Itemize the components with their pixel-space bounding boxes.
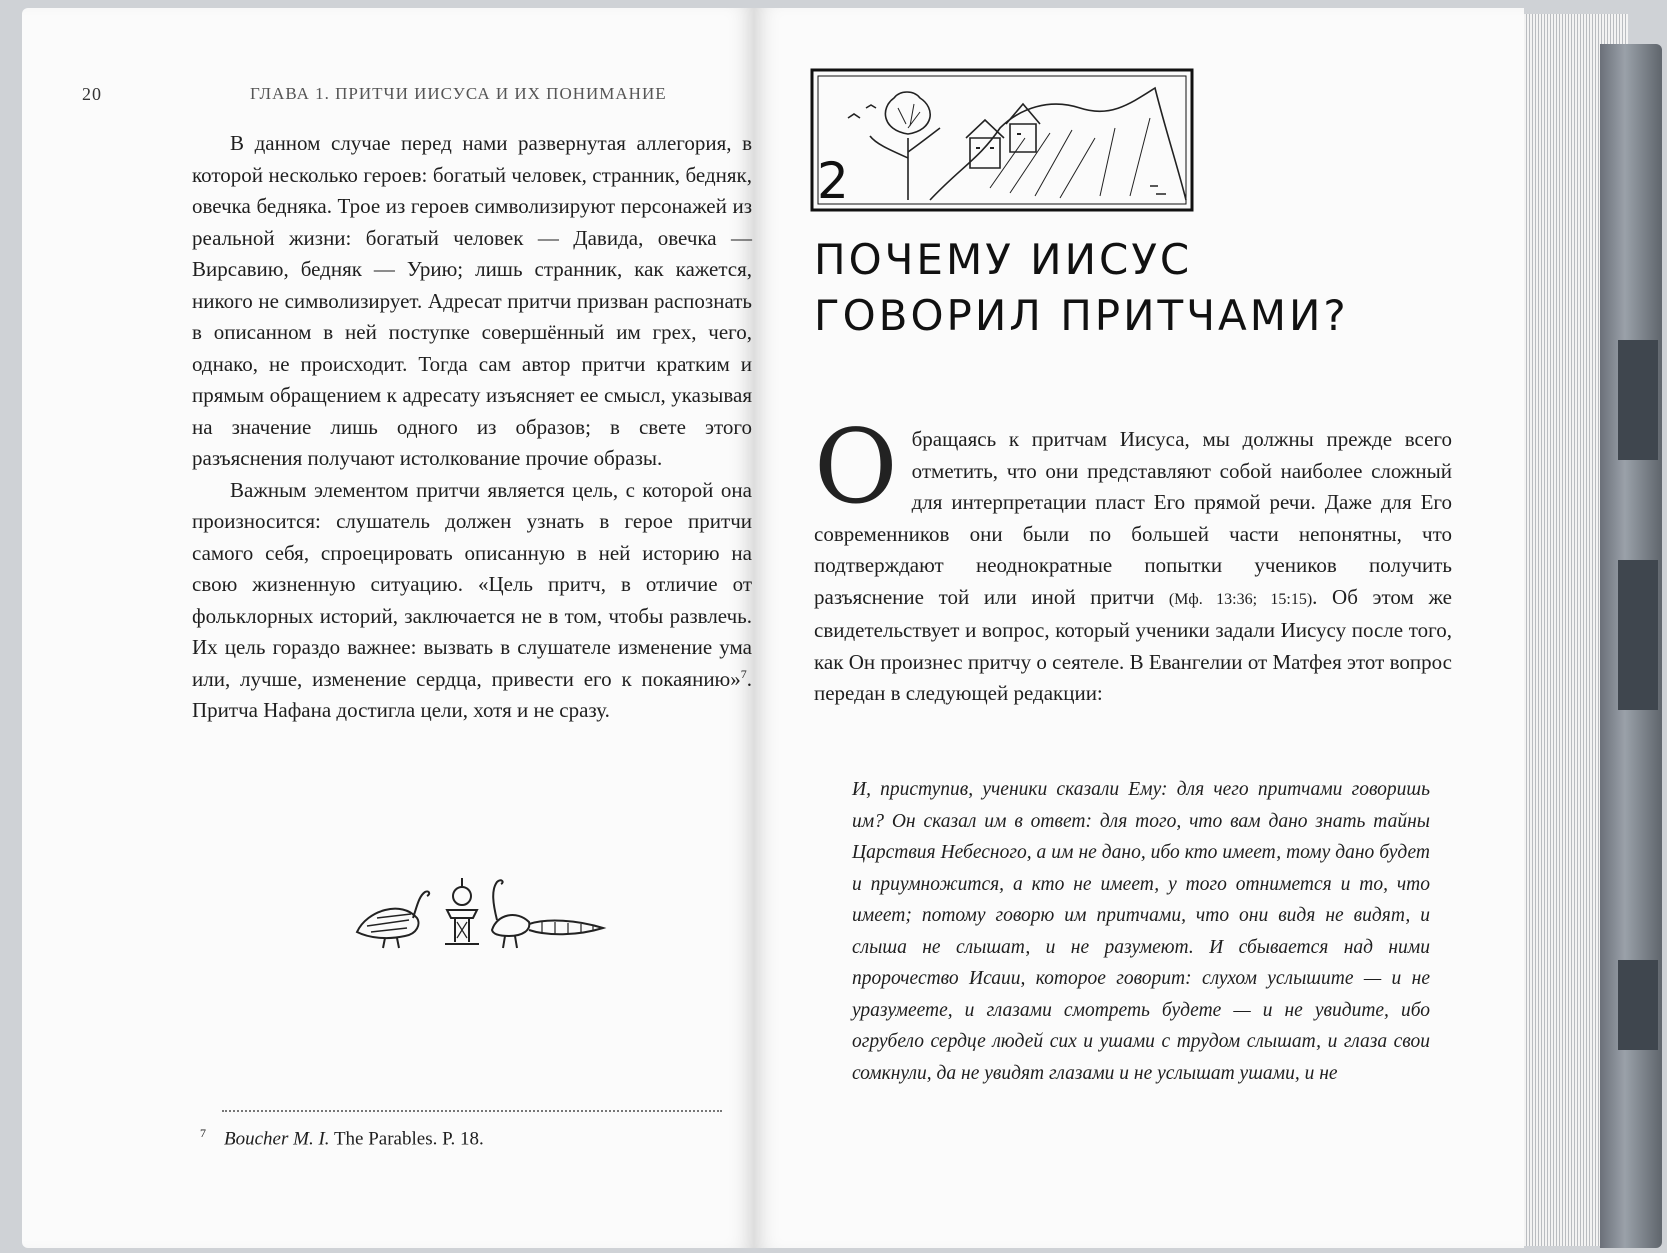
footnote xyxy=(200,1126,484,1150)
drop-cap: О xyxy=(814,408,898,527)
chapter-number: 2 xyxy=(817,152,849,210)
scripture-quote xyxy=(852,774,1430,1089)
cover-decoration xyxy=(1618,340,1658,460)
paragraph xyxy=(814,408,1452,710)
running-head-title: ГЛАВА 1. ПРИТЧИ ИИСУСА И ИХ ПОНИМАНИЕ xyxy=(250,84,667,103)
footnote-author: Boucher M. I. xyxy=(224,1128,330,1150)
cover-decoration xyxy=(1618,960,1658,1050)
quote-text: И, приступив, ученики сказали Ему: для чего притчами говоришь им? Он сказал им в ответ: для того, что вам дано знать тайны Царствия Небесного, а им не дано, ибо кто имеет, тому дано будет и приумножится, а кто не имеет, у того отнимется и то, что имеет; потому говорю им притчами, что они видя не видят, и слыша не слышат, и не разумеют. И сбывается над ними пророчество Исаии, которое говорит: слухом услышите — и не уразумеете, и глазами смотреть будете — и не увидите, ибо огрубело сердце людей сих и ушами с трудом слышат, и глаза свои сомкнули, да не увидят глазами и не услышат ушами, и не xyxy=(852,779,1430,1084)
scripture-reference: (Мф. 13:36; 15:15) xyxy=(1168,590,1313,608)
paragraph-text: Важным элементом притчи является цель, с которой она произносится: слушатель должен узнать в герое притчи самого себя, спроецировать описанную в ней историю на свою жизненную ситуацию. «Цель притч, в отличие от фольклорных историй, заключается не в том, чтобы развлечь. Их цель гораздо важнее: вызвать в слушателе изменение ума или, лучше, изменение сердца, привести его к покаянию» xyxy=(192,477,752,691)
footnote-text: The Parables. P. 18. xyxy=(329,1128,484,1150)
footnote-number: 7 xyxy=(200,1126,206,1140)
paragraph-tail: . Притча Нафана достигла цели, хотя и не сразу. xyxy=(192,666,752,722)
cover-decoration xyxy=(1618,560,1658,710)
paragraph-text: . Об этом же свидетельствует и вопрос, который ученики задали Иисусу после того, как Он произнес притчу о сеятеле. В Евангелии от Матфея этот вопрос передан в следующей редакции: xyxy=(814,584,1452,705)
paragraph: В данном случае перед нами развернутая аллегория, в которой несколько героев: богатый человек, странник, бедняк, овечка бедняка. Трое из героев символизируют персонажей из реальной жизни: богатый человек — Давида, овечка — Вирсавию, бедняк — Урию; лишь странник, как кажется, никого не символизирует. Адресат притчи призван распознать в описанном в ней поступке совершённый им грех, чего, однако, не происходит. Тогда сам автор притчи кратким и прямым обращением к адресату изъясняет ее смысл, указывая на значение лишь одного из образов; в свете этого разъяснения получают истолкование прочие образы. xyxy=(192,131,752,470)
landscape-illustration-icon xyxy=(810,68,1194,212)
birds-ornament-icon xyxy=(347,870,607,950)
paragraph xyxy=(192,475,752,727)
right-body-text xyxy=(814,408,1452,710)
page-number: 20 xyxy=(82,84,102,104)
chapter-title xyxy=(814,232,1474,344)
chapter-title-line: ГОВОРИЛ ПРИТЧАМИ? xyxy=(814,291,1349,340)
right-page xyxy=(754,8,1524,1248)
footnote-separator xyxy=(222,1110,722,1112)
left-page xyxy=(22,8,754,1248)
left-body-text xyxy=(192,128,752,727)
footnote-ref: 7 xyxy=(740,666,747,681)
chapter-title-line: ПОЧЕМУ ИИСУС xyxy=(814,235,1193,284)
paragraph-text: бращаясь к притчам Иисуса, мы должны прежде всего отметить, что они представляют собой наиболее сложный для интерпретации пласт Его прямой речи. Даже для Его современников они были по большей части непонятны, что подтверждают неоднократные попытки учеников получить разъяснение той или иной притчи xyxy=(814,427,1452,609)
